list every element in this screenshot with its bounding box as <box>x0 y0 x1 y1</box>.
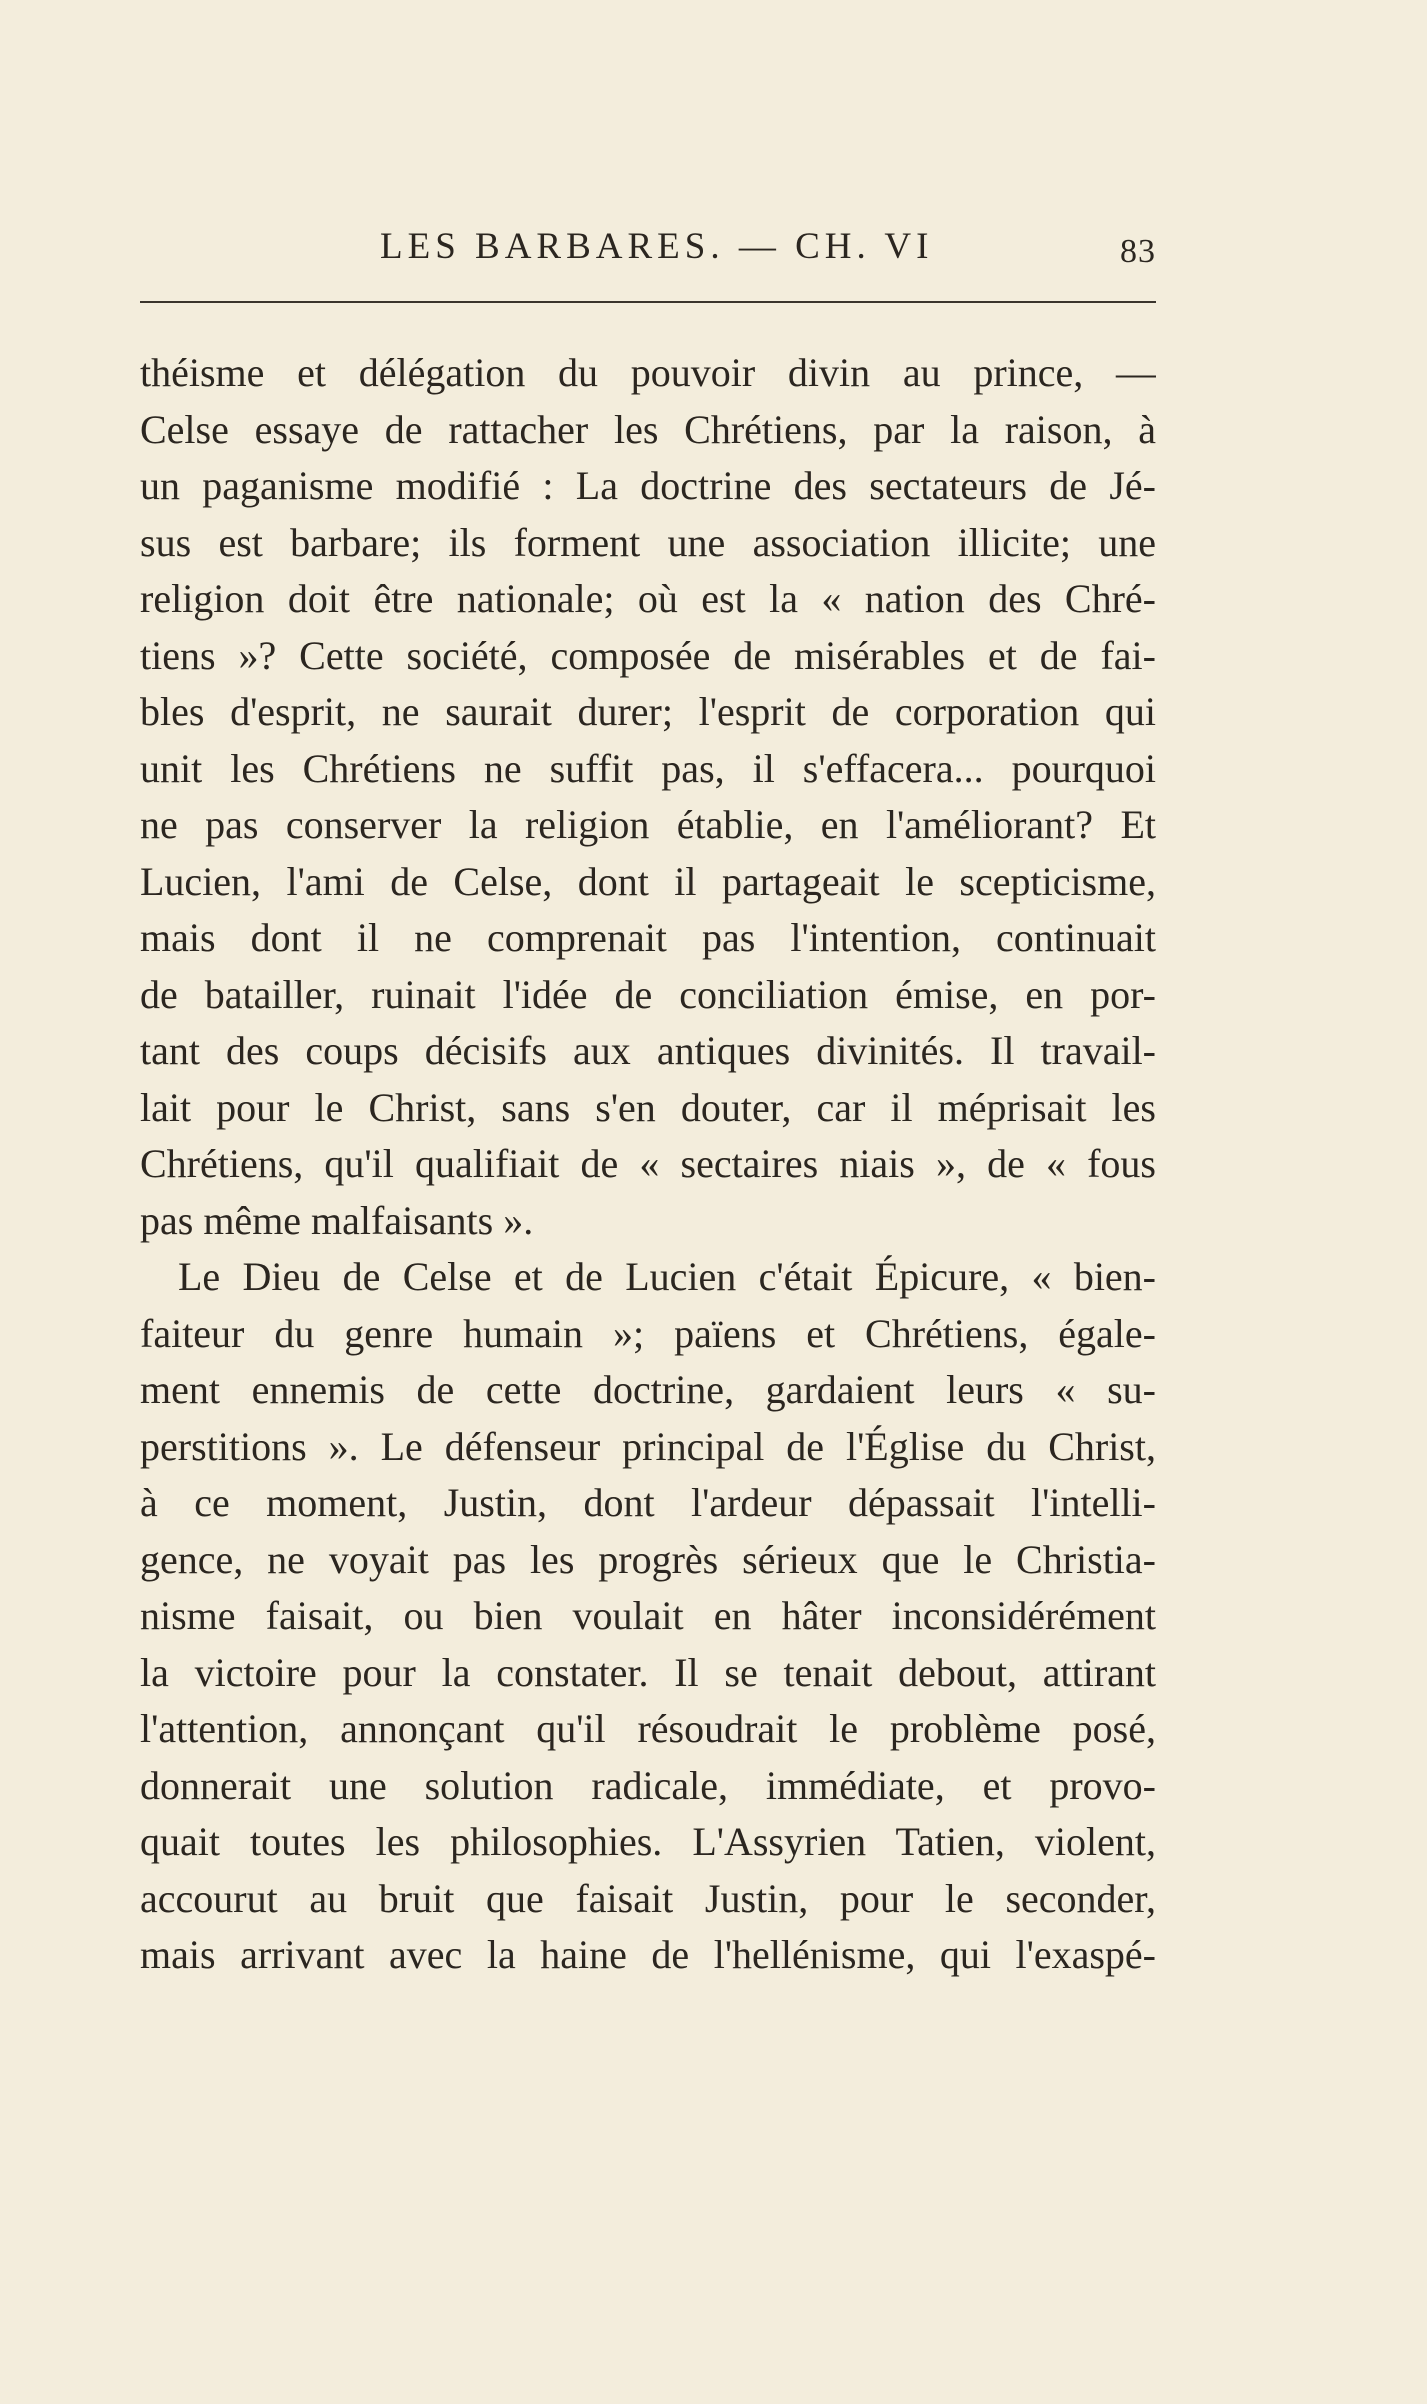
text-line: mais arrivant avec la haine de l'hellénisme, qui l'exaspé- <box>140 1932 1156 1977</box>
text-line: Lucien, l'ami de Celse, dont il partageait le scepticisme, <box>140 858 1156 904</box>
text-line: l'attention, annonçant qu'il résoudrait le problème posé, <box>140 1706 1156 1751</box>
text-line: un paganisme modifié : La doctrine des sectateurs de Jé- <box>140 463 1156 508</box>
header-rule <box>140 301 1156 303</box>
text-line: théisme et délégation du pouvoir divin au prince, — <box>140 350 1156 395</box>
text-line: sus est barbare; ils forment une association illicite; une <box>140 519 1156 565</box>
running-title: LES BARBARES. — CH. VI <box>380 226 934 267</box>
text-line: nisme faisait, ou bien voulait en hâter inconsidérément <box>140 1593 1156 1638</box>
text-line: tant des coups décisifs aux antiques divinités. Il travail- <box>140 1028 1156 1073</box>
text-line: unit les Chrétiens ne suffit pas, il s'effacera... pourquoi <box>140 745 1156 791</box>
text-line: mais dont il ne comprenait pas l'intention, continuait <box>140 915 1156 960</box>
text-line: de batailler, ruinait l'idée de conciliation émise, en por- <box>140 971 1156 1017</box>
text-line: Chrétiens, qu'il qualifiait de « sectaires niais », de « fous <box>140 1141 1156 1186</box>
text-line: lait pour le Christ, sans s'en douter, car il méprisait les <box>140 1084 1156 1130</box>
body-text <box>140 345 1156 1984</box>
text-line: quait toutes les philosophies. L'Assyrien Tatien, violent, <box>140 1819 1156 1864</box>
text-line: à ce moment, Justin, dont l'ardeur dépassait l'intelli- <box>140 1480 1156 1525</box>
text-line: perstitions ». Le défenseur principal de l'Église du Christ, <box>140 1423 1156 1469</box>
text-line: gence, ne voyait pas les progrès sérieux que le Christia- <box>140 1536 1156 1582</box>
text-line: religion doit être nationale; où est la « nation des Chré- <box>140 576 1156 621</box>
text-line: donnerait une solution radicale, immédiate, et provo- <box>140 1762 1156 1808</box>
text-line: faiteur du genre humain »; païens et Chrétiens, égale- <box>140 1310 1156 1356</box>
page-number: 83 <box>1120 233 1156 270</box>
page-header <box>140 225 1156 285</box>
text-line: bles d'esprit, ne saurait durer; l'esprit de corporation qui <box>140 689 1156 734</box>
text-line: pas même malfaisants ». <box>140 1197 534 1243</box>
text-line: ne pas conserver la religion établie, en l'améliorant? Et <box>140 802 1156 847</box>
text-line: tiens »? Cette société, composée de misérables et de fai- <box>140 632 1156 678</box>
text-line: la victoire pour la constater. Il se tenait debout, attirant <box>140 1649 1156 1695</box>
text-line: ment ennemis de cette doctrine, gardaient leurs « su- <box>140 1367 1156 1412</box>
text-line: Le Dieu de Celse et de Lucien c'était Épicure, « bien- <box>178 1254 1156 1299</box>
text-line: accourut au bruit que faisait Justin, pour le seconder, <box>140 1875 1156 1921</box>
text-line: Celse essaye de rattacher les Chrétiens, par la raison, à <box>140 406 1156 452</box>
